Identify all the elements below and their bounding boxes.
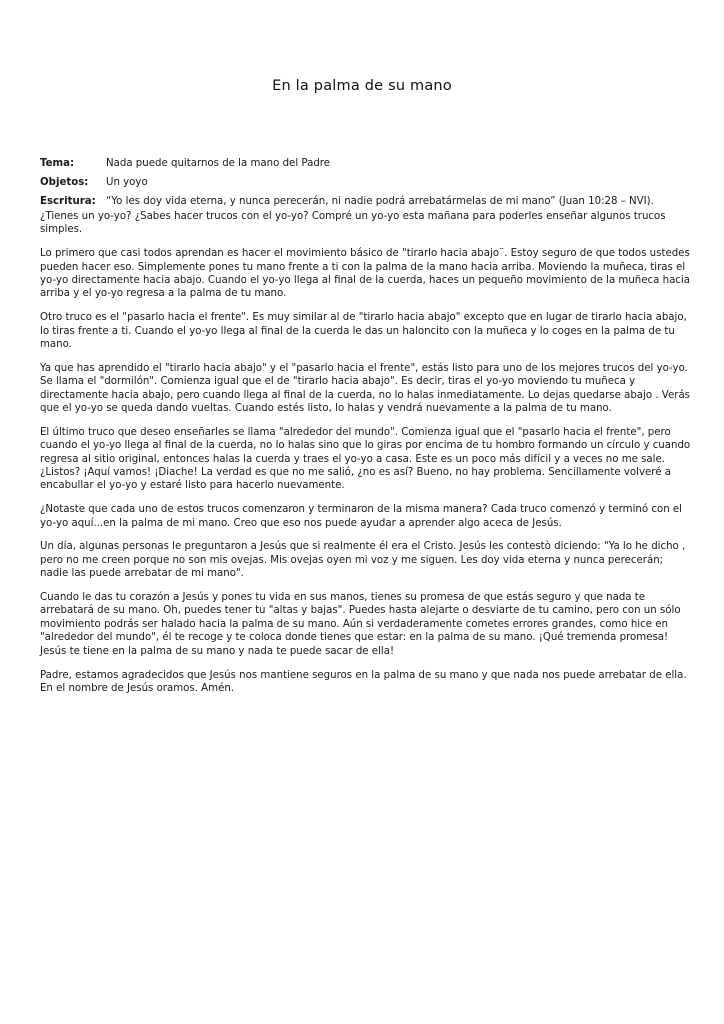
paragraph: Padre, estamos agradecidos que Jesús nos mantiene seguros en la palma de su mano y que nada nos puede arrebatar de ella. En el nombre de Jesús oramos. Amén. [40, 669, 687, 694]
meta-row-tema [40, 154, 690, 173]
paragraph: ¿Notaste que cada uno de estos trucos comenzaron y terminaron de la misma manera? Cada truco comenzó y terminó con el yo-yo aquí...en la palma de mi mano. Creo que eso nos puede ayudar a aprender algo aceca de Jesús. [40, 504, 682, 529]
meta-label: Objetos: [40, 177, 89, 188]
page-title: En la palma de su mano [272, 78, 452, 94]
paragraph: Cuando le das tu corazón a Jesús y pones tu vida en sus manos, tienes su promesa de que estás seguro y que nada te arrebatará de su mano. Oh, puedes tener tu "altas y bajas". Puedes hasta alejarte o desviarte de tu camino, pero con un sólo movimiento podrás ser halado hacia la palma de su mano. Aún si verdaderamente cometes errores grandes, como hice en "alrededor del mundo", él te recoge y te coloca donde tienes que estar: en la palma de su mano. ¡Qué tremenda promesa! Jesús te tiene en la palma de su mano y nada te puede sacar de ella! [40, 592, 681, 657]
meta-row-objetos [40, 173, 690, 192]
body-text [40, 210, 692, 706]
meta-value: Nada puede quitarnos de la mano del Padre [106, 158, 331, 169]
meta-label: Escritura: [40, 196, 96, 207]
paragraph: El último truco que deseo enseñarles se llama "alrededor del mundo". Comienza igual que el "pasarlo hacia el frente", pero cuando el yo-yo llega al final de la cuerda, no lo halas sino que lo giras por encima de tu hombro formando un círculo y cuando regresa al sitio original, entonces halas la cuerda y traes el yo-yo a casa. Este es un poco más difícil y a veces no me sale. ¿Listos? ¡Aquí vamos! ¡Diache! La verdad es que no me salió, ¿no es así? Bueno, no hay problema. Sencillamente volveré a encabullar el yo-yo y estaré listo para hacerlo nuevamente. [40, 426, 691, 492]
paragraph: Un día, algunas personas le preguntaron a Jesús que si realmente él era el Cristo. Jesús les contestò diciendo: "Ya lo he dicho , pero no me creen porque no son mis ovejas. Mis ovejas oyen mi voz y me siguen. Les doy vida eterna y nunca perecerán; nadie las puede arrebatar de mi mano". [40, 541, 686, 580]
meta-label: Tema: [40, 158, 75, 169]
meta-value: Un yoyo [106, 177, 148, 188]
meta-row-escritura [40, 192, 690, 211]
paragraph: Ya que has aprendido el "tirarlo hacia abajo" y el "pasarlo hacia el frente", estás listo para uno de los mejores trucos del yo-yo. Se llama el "dormilón". Comienza igual que el de "tirarlo hacia abajo". Es decir, tiras el yo-yo moviendo tu muñeca y directamente hacia abajo, pero cuando llega al final de la cuerda, no lo halas inmediatamente. Lo dejas quedarse abajo . Verás que el yo-yo se queda dando vueltas. Cuando estés listo, lo halas y vendrá nuevamente a la palma de tu mano. [40, 362, 690, 415]
paragraph: ¿Tienes un yo-yo? ¿Sabes hacer trucos con el yo-yo? Compré un yo-yo esta mañana para poderles enseñar algunos trucos simples. [40, 211, 666, 236]
meta-value: “Yo les doy vida eterna, y nunca perecerán, ni nadie podrá arrebatármelas de mi mano” (Juan 10:28 – NVI). [106, 196, 654, 207]
metadata-block [40, 154, 690, 211]
paragraph: Otro truco es el "pasarlo hacia el frente". Es muy similar al de "tirarlo hacia abajo" excepto que en lugar de tirarlo hacia abajo, lo tiras frente a ti. Cuando el yo-yo llega al final de la cuerda le das un haloncito con la muñeca y lo coges en la palma de tu mano. [40, 312, 687, 351]
paragraph: Lo primero que casi todos aprendan es hacer el movimiento básico de "tirarlo hacia abajo¨. Estoy seguro de que todos ustedes pueden hacer eso. Simplemente pones tu mano frente a ti con la palma de la mano hacia arriba. Moviendo la muñeca, tiras el yo-yo directamente hacia abajo. Cuando el yo-yo llega al final de la cuerda, haces un pequeño movimiento de la muñeca hacia arriba y el yo-yo regresa a la palma de tu mano. [40, 248, 690, 300]
